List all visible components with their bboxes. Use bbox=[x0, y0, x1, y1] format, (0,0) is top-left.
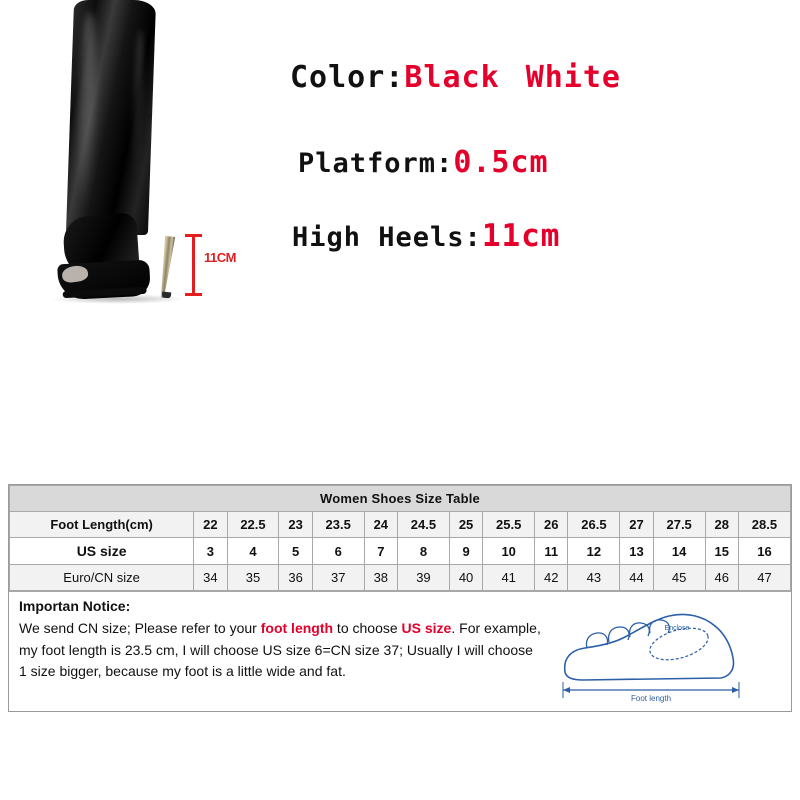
stiletto-heel bbox=[155, 235, 175, 298]
cell-foot-9: 26.5 bbox=[568, 512, 620, 538]
notice-highlight-us-size: US size bbox=[401, 620, 452, 636]
spec-heels-label: High Heels: bbox=[292, 222, 482, 253]
diagram-label-enclose: Enclose bbox=[664, 625, 690, 632]
cell-foot-2: 23 bbox=[279, 512, 312, 538]
spec-platform-row bbox=[298, 145, 760, 180]
cell-foot-6: 25 bbox=[449, 512, 482, 538]
size-table-container bbox=[8, 484, 792, 712]
cell-euro-9: 43 bbox=[568, 565, 620, 591]
cell-euro-4: 38 bbox=[364, 565, 397, 591]
size-table-title: Women Shoes Size Table bbox=[10, 486, 791, 512]
notice-highlight-foot-length: foot length bbox=[260, 620, 334, 636]
boot-shadow bbox=[50, 294, 185, 304]
spec-color-label: Color: bbox=[290, 60, 405, 95]
cell-euro-3: 37 bbox=[312, 565, 364, 591]
cell-foot-4: 24 bbox=[364, 512, 397, 538]
spec-platform-value: 0.5cm bbox=[453, 145, 549, 180]
diagram-label-foot-length: Foot length bbox=[630, 694, 672, 703]
notice-body bbox=[19, 618, 559, 683]
spec-color-value-white: White bbox=[525, 60, 621, 95]
cell-euro-11: 45 bbox=[653, 565, 705, 591]
important-notice bbox=[9, 591, 791, 711]
cell-us-13: 16 bbox=[738, 538, 790, 565]
cell-us-2: 5 bbox=[279, 538, 312, 565]
cell-us-6: 9 bbox=[449, 538, 482, 565]
cell-euro-0: 34 bbox=[194, 565, 227, 591]
spec-platform-label: Platform: bbox=[298, 148, 454, 179]
row-label-us-size: US size bbox=[10, 538, 194, 565]
cell-us-1: 4 bbox=[227, 538, 279, 565]
notice-title: Importan Notice: bbox=[19, 598, 131, 614]
cell-foot-13: 28.5 bbox=[738, 512, 790, 538]
cell-us-9: 12 bbox=[568, 538, 620, 565]
cell-foot-7: 25.5 bbox=[483, 512, 535, 538]
cell-us-5: 8 bbox=[397, 538, 449, 565]
cell-foot-8: 26 bbox=[535, 512, 568, 538]
cell-foot-12: 28 bbox=[705, 512, 738, 538]
cell-euro-10: 44 bbox=[620, 565, 653, 591]
table-row-foot-length bbox=[10, 512, 791, 538]
cell-foot-5: 24.5 bbox=[397, 512, 449, 538]
table-title-row bbox=[10, 486, 791, 512]
cell-euro-8: 42 bbox=[535, 565, 568, 591]
table-row-us-size bbox=[10, 538, 791, 565]
spec-color-value-black: Black bbox=[404, 60, 500, 95]
cell-foot-3: 23.5 bbox=[312, 512, 364, 538]
boot-shaft bbox=[66, 0, 156, 235]
notice-line3: 1 size bigger, because my foot is a little wide and fat. bbox=[19, 663, 346, 680]
heel-measure-bracket bbox=[192, 234, 195, 296]
notice-line1-c: . For example, bbox=[451, 620, 541, 636]
cell-us-0: 3 bbox=[194, 538, 227, 565]
cell-us-10: 13 bbox=[620, 538, 653, 565]
cell-foot-0: 22 bbox=[194, 512, 227, 538]
cell-euro-7: 41 bbox=[483, 565, 535, 591]
cell-euro-1: 35 bbox=[227, 565, 279, 591]
cell-us-4: 7 bbox=[364, 538, 397, 565]
cell-us-3: 6 bbox=[312, 538, 364, 565]
spec-heels-row bbox=[292, 218, 760, 254]
spec-color-row bbox=[290, 60, 760, 95]
cell-euro-5: 39 bbox=[397, 565, 449, 591]
notice-line1-a: We send CN size; Please refer to your bbox=[19, 620, 261, 636]
cell-euro-2: 36 bbox=[279, 565, 312, 591]
cell-euro-6: 40 bbox=[449, 565, 482, 591]
cell-euro-13: 47 bbox=[738, 565, 790, 591]
table-row-euro-cn-size bbox=[10, 565, 791, 591]
foot-measurement-diagram bbox=[527, 600, 777, 705]
cell-us-7: 10 bbox=[483, 538, 535, 565]
cell-euro-12: 46 bbox=[705, 565, 738, 591]
cell-foot-11: 27.5 bbox=[653, 512, 705, 538]
heel-measure-label: 11CM bbox=[204, 250, 236, 265]
row-label-euro-cn-size: Euro/CN size bbox=[10, 565, 194, 591]
cell-us-8: 11 bbox=[535, 538, 568, 565]
notice-line1-b: to choose bbox=[333, 620, 402, 636]
cell-us-11: 14 bbox=[653, 538, 705, 565]
cell-foot-1: 22.5 bbox=[227, 512, 279, 538]
notice-line2: my foot length is 23.5 cm, I will choose US size 6=CN size 37; Usually I will choose bbox=[19, 641, 533, 658]
thigh-high-boot-image bbox=[40, 0, 240, 320]
cell-us-12: 15 bbox=[705, 538, 738, 565]
product-specs bbox=[290, 60, 760, 254]
cell-foot-10: 27 bbox=[620, 512, 653, 538]
spec-heels-value: 11cm bbox=[481, 218, 561, 254]
size-table bbox=[9, 485, 791, 591]
row-label-foot-length: Foot Length(cm) bbox=[10, 512, 194, 538]
